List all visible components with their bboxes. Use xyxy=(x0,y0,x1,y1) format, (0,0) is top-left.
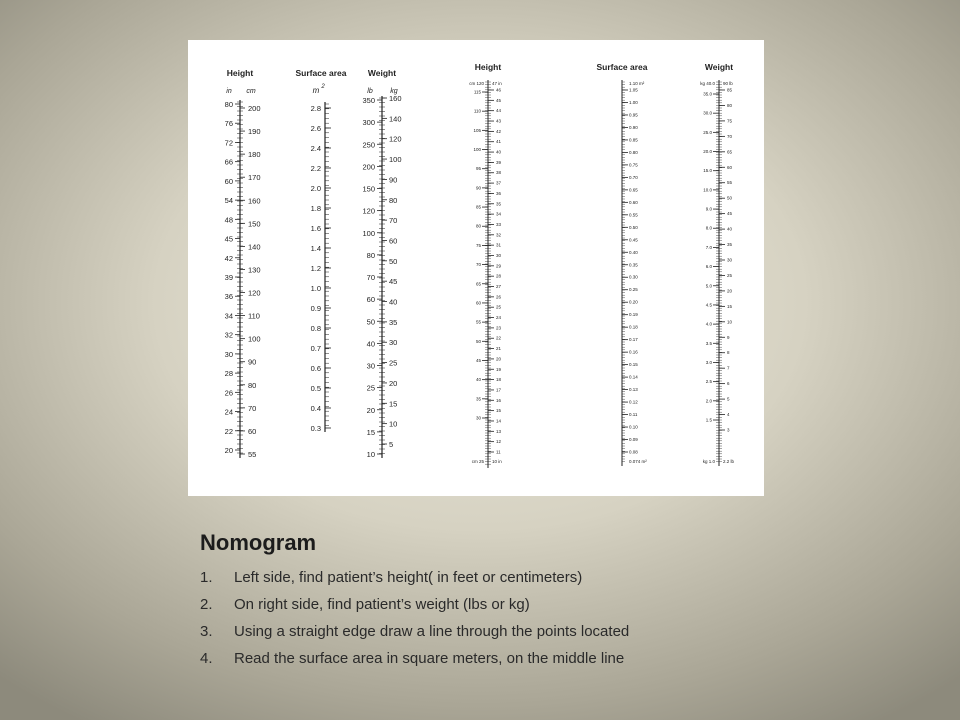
right-surface-label: 0.16 xyxy=(629,349,638,355)
right-weight-lb-label: 45 xyxy=(727,211,733,217)
left-weight-lb-label: 40 xyxy=(366,339,375,349)
right-height-in-label: 41 xyxy=(496,139,502,145)
right-height-header: Height xyxy=(474,62,502,72)
right-surface-label: 0.50 xyxy=(629,224,638,230)
right-height-cm-label: 80 xyxy=(475,223,481,229)
left-unit-m2-sup: 2 xyxy=(321,84,325,90)
left-weight-header: Weight xyxy=(367,68,397,78)
right-height-cm-label: 95 xyxy=(475,166,481,172)
left-weight-kg-label: 70 xyxy=(389,216,398,226)
left-height-in-label: 24 xyxy=(224,407,233,417)
left-weight-kg-label: 100 xyxy=(389,155,402,165)
right-weight-lb-label: 5 xyxy=(727,396,730,402)
left-weight-kg-label: 80 xyxy=(389,195,398,205)
left-weight-lb-label: 15 xyxy=(366,427,375,437)
left-weight-lb-label: 10 xyxy=(366,450,375,459)
right-weight-lb-label: 60 xyxy=(727,164,733,170)
left-height-in-label: 28 xyxy=(224,369,233,379)
right-height-in-label: 43 xyxy=(496,118,502,124)
right-surface-label: 0.40 xyxy=(629,249,638,255)
right-weight-kg-label: 7.0 xyxy=(705,244,712,250)
left-weight-kg-label: 50 xyxy=(389,256,398,266)
left-surface-label: 1.0 xyxy=(310,284,321,293)
right-height-in-label: 12 xyxy=(496,439,502,445)
right-surface-bottom: 0.074 m² xyxy=(629,459,647,464)
right-height-cm-label: 70 xyxy=(475,262,481,268)
step-number: 2. xyxy=(200,596,213,613)
left-height-cm-label: 130 xyxy=(248,265,261,275)
left-weight-kg-label: 25 xyxy=(389,358,398,368)
left-weight-kg-label: 45 xyxy=(389,277,398,287)
right-height-in-label: 45 xyxy=(496,97,502,103)
left-height-in-label: 20 xyxy=(224,446,233,455)
right-weight-kg-label: 15.0 xyxy=(703,168,712,174)
left-weight-kg-label: 20 xyxy=(389,378,398,388)
left-surface-label: 2.4 xyxy=(310,144,321,153)
right-weight-lb-label: 8 xyxy=(727,350,730,356)
left-weight-kg-label: 5 xyxy=(389,440,394,449)
left-height-in-label: 48 xyxy=(224,215,233,225)
right-height-in-label: 36 xyxy=(496,190,502,196)
step-number: 1. xyxy=(200,569,213,586)
right-height-cm-label: 40 xyxy=(475,377,481,383)
right-weight-kg-label: 30.0 xyxy=(703,110,712,116)
left-height-cm-label: 110 xyxy=(248,311,260,321)
left-height-cm-label: 170 xyxy=(248,173,261,183)
left-weight-lb-label: 200 xyxy=(362,162,375,172)
right-surface-label: 0.10 xyxy=(629,424,638,430)
step-text: On right side, find patient’s weight (lbs or kg) xyxy=(234,596,530,613)
left-weight-lb-label: 300 xyxy=(362,118,375,128)
right-weight-lb-label: 10 xyxy=(727,319,733,325)
instruction-step xyxy=(200,595,629,622)
left-surface-label: 0.5 xyxy=(310,384,321,393)
left-surface-label: 0.8 xyxy=(310,324,321,333)
right-height-top-in: 47 in xyxy=(492,81,502,86)
right-weight-lb-label: 6 xyxy=(727,381,730,387)
right-surface-label: 0.90 xyxy=(629,124,638,130)
left-height-cm-label: 150 xyxy=(248,219,261,229)
left-height-in-label: 22 xyxy=(224,426,233,436)
left-height-in-label: 30 xyxy=(224,349,233,359)
left-weight-kg-label: 30 xyxy=(389,338,398,348)
right-weight-kg-label: 2.0 xyxy=(705,398,712,404)
step-text: Using a straight edge draw a line through the points located xyxy=(234,623,630,640)
right-height-in-label: 22 xyxy=(496,335,502,341)
right-surface-label: 1.00 xyxy=(629,99,638,105)
right-surface-label: 0.70 xyxy=(629,174,638,180)
right-height-in-label: 21 xyxy=(496,346,502,352)
right-weight-lb-label: 9 xyxy=(727,334,730,340)
right-height-cm-label: 30 xyxy=(475,415,481,421)
right-height-in-label: 19 xyxy=(496,366,502,372)
right-height-cm-label: 85 xyxy=(475,204,481,210)
right-weight-kg-label: 35.0 xyxy=(703,91,712,97)
left-height-cm-label: 60 xyxy=(248,426,257,436)
right-weight-kg-label: 5.0 xyxy=(705,283,712,289)
left-weight-lb-label: 60 xyxy=(366,295,375,305)
right-height-cm-label: 45 xyxy=(475,357,481,363)
left-height-cm-label: 120 xyxy=(248,288,261,298)
right-height-in-label: 39 xyxy=(496,159,502,165)
left-height-in-label: 72 xyxy=(224,138,233,148)
slide-title: Nomogram xyxy=(200,530,317,555)
left-height-in-label: 34 xyxy=(224,311,233,321)
left-weight-kg-label: 140 xyxy=(389,114,402,124)
right-height-cm-label: 75 xyxy=(475,242,481,248)
left-weight-lb-label: 25 xyxy=(366,383,375,393)
left-height-in-label: 39 xyxy=(224,273,233,282)
right-height-in-label: 34 xyxy=(496,211,502,217)
left-weight-lb-label: 250 xyxy=(362,140,375,150)
right-height-in-label: 46 xyxy=(496,87,502,93)
right-height-in-label: 13 xyxy=(496,428,502,434)
right-height-in-label: 42 xyxy=(496,128,502,134)
left-height-cm-label: 140 xyxy=(248,242,261,252)
left-weight-kg-label: 35 xyxy=(389,317,398,327)
right-height-top-cm: cm 120 xyxy=(469,81,484,86)
right-weight-lb-label: 15 xyxy=(727,303,733,309)
left-height-in-label: 76 xyxy=(224,119,233,129)
right-height-cm-label: 65 xyxy=(475,281,481,287)
left-height-cm-label: 100 xyxy=(248,334,261,344)
left-unit-kg: kg xyxy=(390,88,398,95)
nomogram-figure xyxy=(188,40,764,496)
right-height-in-label: 44 xyxy=(496,108,502,114)
left-height-in-label: 45 xyxy=(224,234,233,244)
right-weight-lb-label: 75 xyxy=(727,118,733,124)
right-height-in-label: 38 xyxy=(496,170,502,176)
right-height-cm-label: 35 xyxy=(475,396,481,402)
left-surface-label: 0.3 xyxy=(310,424,321,433)
left-weight-lb-label: 70 xyxy=(366,273,375,282)
right-weight-kg-label: 2.5 xyxy=(705,379,712,385)
right-height-cm-label: 60 xyxy=(475,300,481,306)
right-weight-kg-label: 20.0 xyxy=(703,149,712,155)
right-surface-label: 0.20 xyxy=(629,299,638,305)
right-height-cm-label: 50 xyxy=(475,338,481,344)
left-height-cm-label: 80 xyxy=(248,380,257,390)
instruction-step xyxy=(200,622,629,649)
right-weight-lb-label: 70 xyxy=(727,133,733,139)
left-unit-cm: cm xyxy=(246,88,256,95)
right-weight-kg-label: 4.5 xyxy=(705,302,712,308)
right-weight-lb-label: 7 xyxy=(727,365,730,371)
right-surface-label: 0.75 xyxy=(629,162,638,168)
left-surface-label: 1.2 xyxy=(310,264,321,273)
right-weight-kg-label: 6.0 xyxy=(705,264,712,270)
left-weight-lb-label: 30 xyxy=(366,361,375,371)
right-weight-lb-label: 20 xyxy=(727,288,733,294)
left-height-in-label: 26 xyxy=(224,388,233,398)
left-height-in-label: 66 xyxy=(224,157,233,167)
right-surface-label: 1.05 xyxy=(629,87,638,93)
left-height-in-label: 54 xyxy=(224,196,233,206)
left-height-in-label: 42 xyxy=(224,253,233,263)
right-height-cm-label: 100 xyxy=(473,147,481,153)
right-surface-top: 1.10 m² xyxy=(629,81,645,86)
right-height-cm-label: 55 xyxy=(475,319,481,325)
right-surface-label: 0.08 xyxy=(629,449,638,455)
right-weight-bottom-kg: kg 1.0 xyxy=(702,459,715,464)
right-weight-header: Weight xyxy=(704,62,734,72)
right-surface-label: 0.95 xyxy=(629,112,638,118)
right-height-in-label: 28 xyxy=(496,273,502,279)
right-surface-header: Surface area xyxy=(596,62,648,72)
right-height-in-label: 18 xyxy=(496,377,502,383)
left-height-cm-label: 180 xyxy=(248,150,261,160)
right-weight-kg-label: 25.0 xyxy=(703,129,712,135)
right-height-in-label: 15 xyxy=(496,408,502,414)
right-surface-label: 0.55 xyxy=(629,212,638,218)
left-weight-lb-label: 350 xyxy=(362,96,375,105)
right-surface-label: 0.25 xyxy=(629,287,638,293)
right-weight-top-kg: kg 40.0 xyxy=(700,81,715,86)
right-weight-kg-label: 10.0 xyxy=(703,187,712,193)
right-height-in-label: 25 xyxy=(496,304,502,310)
right-height-in-label: 31 xyxy=(496,242,502,248)
right-surface-label: 0.18 xyxy=(629,324,638,330)
left-surface-label: 1.4 xyxy=(310,244,321,253)
right-surface-label: 0.19 xyxy=(629,312,638,318)
right-height-in-label: 14 xyxy=(496,418,502,424)
right-height-in-label: 11 xyxy=(496,449,501,455)
right-height-in-label: 17 xyxy=(496,387,502,393)
right-height-cm-label: 115 xyxy=(473,89,481,95)
left-height-header: Height xyxy=(226,68,254,78)
right-surface-label: 0.15 xyxy=(629,362,638,368)
right-weight-lb-label: 25 xyxy=(727,272,733,278)
right-height-in-label: 27 xyxy=(496,284,502,290)
left-height-in-label: 60 xyxy=(224,176,233,186)
right-height-in-label: 40 xyxy=(496,149,502,155)
left-unit-lb: lb xyxy=(367,88,373,95)
right-surface-label: 0.14 xyxy=(629,374,638,380)
left-weight-kg-label: 15 xyxy=(389,399,398,409)
right-height-in-label: 37 xyxy=(496,180,502,186)
left-weight-kg-label: 40 xyxy=(389,297,398,307)
left-unit-in: in xyxy=(226,88,232,95)
right-weight-kg-label: 4.0 xyxy=(705,321,712,327)
instruction-list xyxy=(200,568,629,676)
right-surface-label: 0.80 xyxy=(629,149,638,155)
right-height-in-label: 24 xyxy=(496,315,502,321)
right-height-cm-label: 110 xyxy=(473,108,481,114)
right-weight-lb-label: 65 xyxy=(727,149,733,155)
left-height-cm-label: 70 xyxy=(248,403,257,413)
left-weight-kg-label: 160 xyxy=(389,94,402,103)
right-weight-top-lb: 90 lb xyxy=(723,81,733,86)
right-weight-lb-label: 85 xyxy=(727,87,733,93)
left-height-in-label: 32 xyxy=(224,330,233,340)
step-number: 4. xyxy=(200,650,213,667)
right-surface-label: 0.12 xyxy=(629,399,638,405)
left-surface-label: 2.6 xyxy=(310,124,321,133)
left-surface-label: 1.6 xyxy=(310,224,321,233)
right-height-in-label: 20 xyxy=(496,356,502,362)
right-weight-lb-label: 80 xyxy=(727,102,733,108)
right-weight-kg-label: 3.5 xyxy=(705,340,712,346)
left-surface-label: 0.4 xyxy=(310,404,321,413)
left-surface-label: 1.8 xyxy=(310,204,321,213)
left-surface-label: 0.7 xyxy=(310,344,321,353)
right-height-cm-label: 105 xyxy=(473,127,481,133)
left-surface-label: 2.0 xyxy=(310,184,321,193)
left-weight-kg-label: 10 xyxy=(389,419,398,429)
right-height-bottom-in: 10 in xyxy=(492,459,502,464)
right-weight-lb-label: 4 xyxy=(727,412,730,418)
left-height-in-label: 80 xyxy=(224,100,233,109)
left-height-in-label: 36 xyxy=(224,292,233,302)
right-surface-label: 0.13 xyxy=(629,387,638,393)
right-weight-lb-label: 35 xyxy=(727,242,733,248)
right-weight-kg-label: 8.0 xyxy=(705,225,712,231)
left-height-cm-label: 90 xyxy=(248,357,257,367)
right-surface-label: 0.11 xyxy=(629,412,638,418)
left-weight-kg-label: 120 xyxy=(389,134,402,144)
left-surface-label: 0.9 xyxy=(310,304,321,313)
left-weight-lb-label: 50 xyxy=(366,317,375,327)
right-weight-bottom-lb: 2.2 lb xyxy=(723,459,735,464)
instruction-step xyxy=(200,568,629,595)
right-weight-kg-label: 1.5 xyxy=(705,417,712,423)
right-surface-label: 0.65 xyxy=(629,187,638,193)
right-surface-label: 0.45 xyxy=(629,237,638,243)
right-height-in-label: 33 xyxy=(496,221,502,227)
right-surface-label: 0.09 xyxy=(629,437,638,443)
right-weight-lb-label: 30 xyxy=(727,257,733,263)
left-weight-lb-label: 100 xyxy=(362,228,375,238)
right-height-in-label: 32 xyxy=(496,232,502,238)
step-text: Left side, find patient’s height( in feet or centimeters) xyxy=(234,569,583,586)
right-height-bottom-cm: cm 25 xyxy=(471,459,484,464)
right-weight-lb-label: 3 xyxy=(727,427,730,433)
right-weight-lb-label: 40 xyxy=(727,226,733,232)
right-surface-label: 0.35 xyxy=(629,262,638,268)
nomogram-svg xyxy=(188,40,764,496)
left-height-cm-label: 160 xyxy=(248,196,261,206)
left-weight-kg-label: 90 xyxy=(389,175,398,185)
left-weight-lb-label: 120 xyxy=(362,206,375,216)
left-weight-kg-label: 60 xyxy=(389,236,398,246)
right-weight-kg-label: 3.0 xyxy=(705,359,712,365)
left-surface-label: 2.2 xyxy=(310,164,321,173)
right-surface-label: 0.17 xyxy=(629,337,638,343)
left-weight-lb-label: 80 xyxy=(366,250,375,260)
left-surface-label: 2.8 xyxy=(310,104,321,113)
right-height-in-label: 23 xyxy=(496,325,502,331)
right-height-in-label: 26 xyxy=(496,294,502,300)
right-surface-label: 0.30 xyxy=(629,274,638,280)
left-height-cm-label: 55 xyxy=(248,450,257,459)
right-height-in-label: 29 xyxy=(496,263,502,269)
right-height-in-label: 35 xyxy=(496,201,502,207)
right-height-in-label: 16 xyxy=(496,397,502,403)
step-number: 3. xyxy=(200,623,213,640)
left-weight-lb-label: 20 xyxy=(366,405,375,415)
right-surface-label: 0.60 xyxy=(629,199,638,205)
right-weight-kg-label: 9.0 xyxy=(705,206,712,212)
step-text: Read the surface area in square meters, on the middle line xyxy=(234,650,625,667)
right-surface-label: 0.85 xyxy=(629,137,638,143)
right-weight-lb-label: 50 xyxy=(727,195,733,201)
right-height-in-label: 30 xyxy=(496,252,502,258)
left-weight-lb-label: 150 xyxy=(362,184,375,194)
left-height-cm-label: 200 xyxy=(248,104,261,113)
right-weight-lb-label: 55 xyxy=(727,180,733,186)
instruction-step xyxy=(200,649,629,676)
left-surface-label: 0.6 xyxy=(310,364,321,373)
left-height-cm-label: 190 xyxy=(248,127,261,137)
left-surface-header: Surface area xyxy=(295,68,347,78)
left-unit-m2: m xyxy=(312,86,320,95)
right-height-cm-label: 90 xyxy=(475,185,481,191)
